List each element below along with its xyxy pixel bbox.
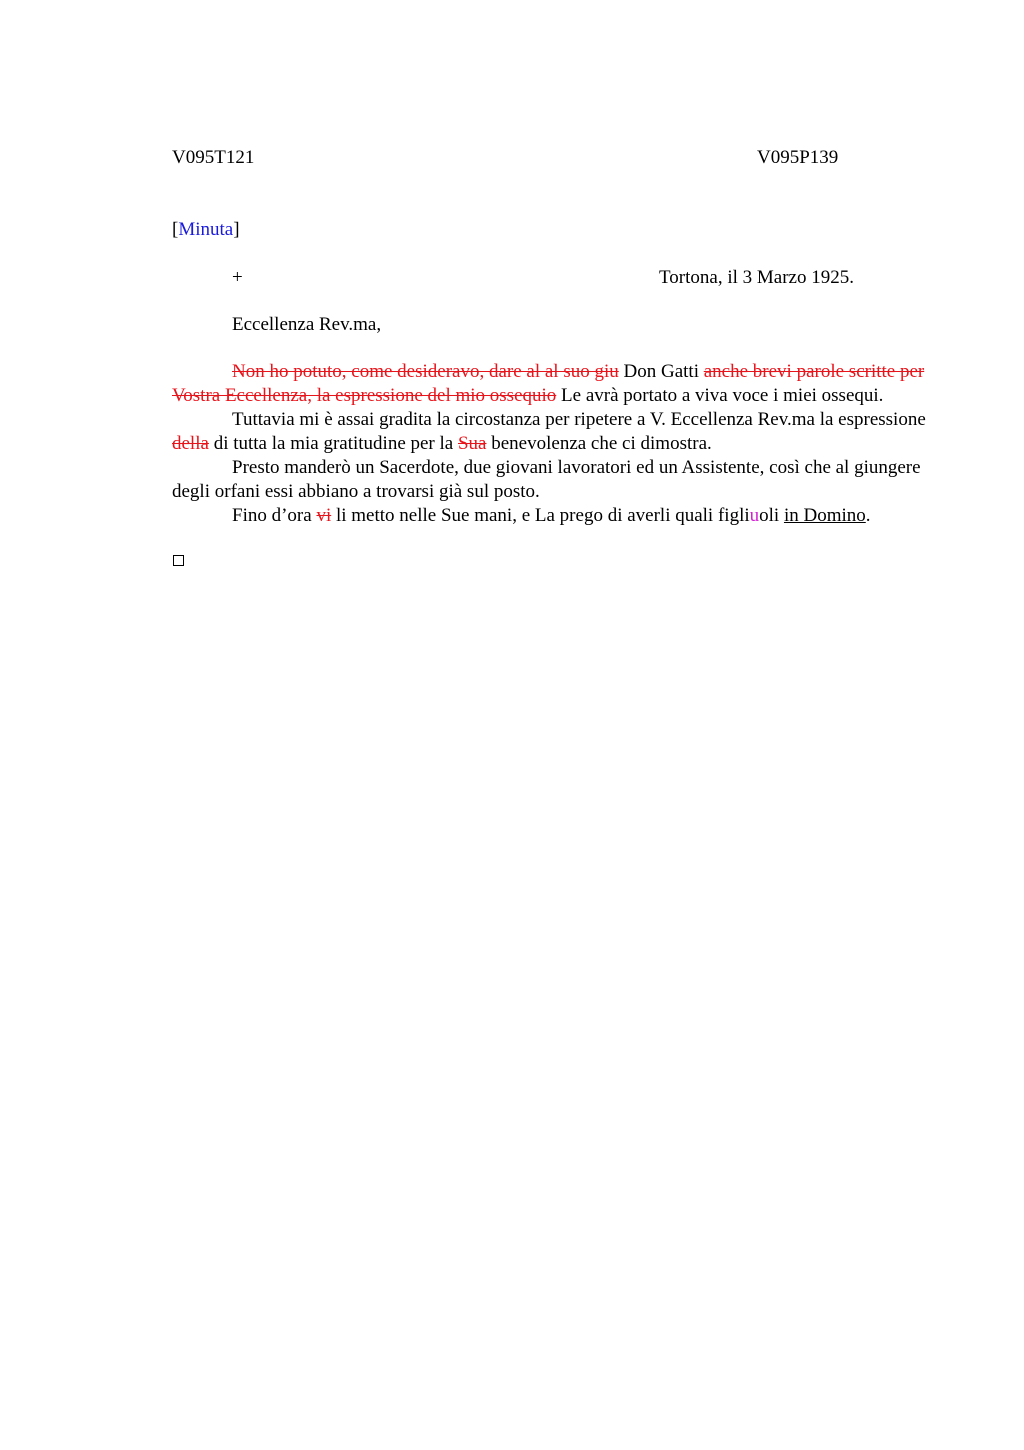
deleted-text: anche brevi parole scritte per Vostra Eccellenza, la espressione del mio ossequio bbox=[172, 361, 925, 406]
minuta-text: Minuta bbox=[178, 219, 234, 240]
body-text: Fino d’ora bbox=[232, 505, 317, 526]
paragraph-2 bbox=[172, 408, 932, 456]
salutation: Eccellenza Rev.ma, bbox=[232, 314, 382, 335]
cross-mark: + bbox=[232, 267, 243, 288]
deleted-text: Sua bbox=[457, 433, 487, 454]
underlined-text: in Domino bbox=[783, 505, 866, 526]
dateline: Tortona, il 3 Marzo 1925. bbox=[659, 267, 854, 288]
deleted-text: della bbox=[172, 433, 209, 454]
body-text: benevolenza che ci dimostra. bbox=[486, 433, 712, 454]
paragraph-1 bbox=[172, 360, 932, 408]
body-text: oli bbox=[759, 505, 784, 526]
body-text: Tuttavia mi è assai gradita la circostanza per ripetere a V. Eccellenza Rev.ma la espressione bbox=[232, 409, 926, 430]
inserted-text: u bbox=[749, 505, 760, 526]
body-text: di tutta la mia gratitudine per la bbox=[208, 433, 458, 454]
deleted-text: vi bbox=[316, 505, 332, 526]
open-bracket: [ bbox=[172, 219, 179, 240]
end-square-icon bbox=[173, 555, 184, 566]
body-text: Presto manderò un Sacerdote, due giovani lavoratori ed un Assistente, così che al giungere degli orfani essi abbiano a trovarsi già sul posto. bbox=[172, 457, 921, 502]
minuta-label bbox=[172, 218, 240, 242]
body-text: . bbox=[865, 505, 871, 526]
body-text: Le avrà portato a viva voce i miei ossequi. bbox=[556, 385, 884, 406]
deleted-text: Non ho potuto, come desideravo, dare al al suo giu bbox=[232, 361, 619, 382]
header-left-code: V095T121 bbox=[172, 147, 255, 168]
paragraph-4 bbox=[172, 504, 932, 528]
letter-body bbox=[172, 360, 932, 528]
body-text: Don Gatti bbox=[618, 361, 704, 382]
paragraph-3 bbox=[172, 456, 932, 504]
header-right-code: V095P139 bbox=[757, 147, 839, 168]
body-text: li metto nelle Sue mani, e La prego di averli quali figli bbox=[331, 505, 750, 526]
close-bracket: ] bbox=[233, 219, 240, 240]
